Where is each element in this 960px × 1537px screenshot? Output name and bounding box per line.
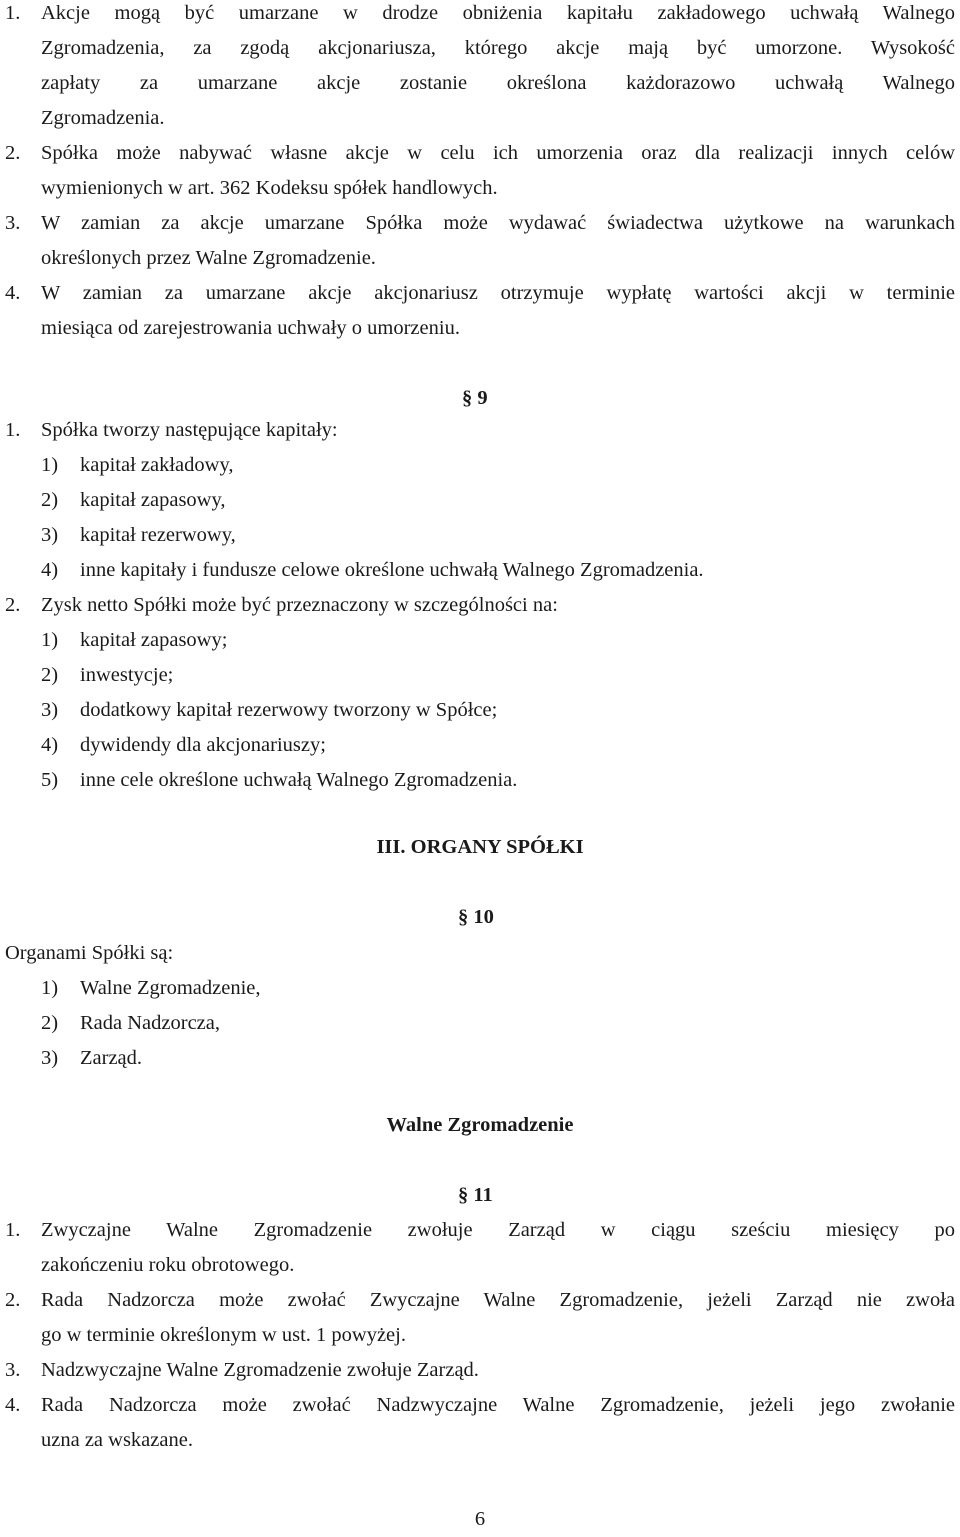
section-heading: § 10 — [458, 906, 494, 928]
list-item: kapitał zapasowy, — [80, 489, 226, 511]
paragraph-number: 2. — [5, 142, 21, 164]
list-item: Walne Zgromadzenie, — [80, 977, 261, 999]
subsection-title: Walne Zgromadzenie — [386, 1114, 574, 1136]
paragraph-number: 1. — [5, 419, 21, 441]
list-item-number: 3) — [41, 524, 59, 546]
paragraph-number: 2. — [5, 594, 21, 616]
list-item: dodatkowy kapitał rezerwowy tworzony w Spółce; — [80, 699, 498, 721]
paragraph-line: zapłaty za umarzane akcje zostanie określona każdorazowo uchwałą Walnego — [41, 72, 955, 94]
list-item: kapitał zapasowy; — [80, 629, 228, 651]
paragraph-line: W zamian za umarzane akcje akcjonariusz otrzymuje wypłatę wartości akcji w terminie — [41, 282, 955, 304]
section-heading: § 9 — [462, 387, 488, 409]
paragraph-number: 1. — [5, 1219, 21, 1241]
paragraph-line: Organami Spółki są: — [5, 942, 174, 964]
paragraph-number: 1. — [5, 2, 21, 24]
list-item: dywidendy dla akcjonariuszy; — [80, 734, 326, 756]
list-item: inne kapitały i fundusze celowe określone uchwałą Walnego Zgromadzenia. — [80, 559, 704, 581]
list-item: Zarząd. — [80, 1047, 143, 1069]
paragraph-number: 4. — [5, 1394, 21, 1416]
paragraph-line: Zysk netto Spółki może być przeznaczony w szczególności na: — [41, 594, 558, 616]
list-item-number: 2) — [41, 489, 59, 511]
list-item-number: 3) — [41, 699, 59, 721]
list-item-number: 1) — [41, 454, 59, 476]
paragraph-line: Rada Nadzorcza może zwołać Nadzwyczajne Walne Zgromadzenie, jeżeli jego zwołanie — [41, 1394, 955, 1416]
list-item: inwestycje; — [80, 664, 174, 686]
paragraph-line: Zgromadzenia, za zgodą akcjonariusza, którego akcje mają być umorzone. Wysokość — [41, 37, 955, 59]
list-item: inne cele określone uchwałą Walnego Zgromadzenia. — [80, 769, 518, 791]
list-item-number: 2) — [41, 1012, 59, 1034]
list-item-number: 4) — [41, 734, 59, 756]
paragraph-line: uzna za wskazane. — [41, 1429, 193, 1451]
page-number: 6 — [474, 1508, 486, 1530]
paragraph-line: Rada Nadzorcza może zwołać Zwyczajne Walne Zgromadzenie, jeżeli Zarząd nie zwoła — [41, 1289, 955, 1311]
paragraph-number: 3. — [5, 1359, 21, 1381]
paragraph-line: Zwyczajne Walne Zgromadzenie zwołuje Zarząd w ciągu sześciu miesięcy po — [41, 1219, 955, 1241]
paragraph-line: zakończeniu roku obrotowego. — [41, 1254, 295, 1276]
list-item-number: 1) — [41, 629, 59, 651]
paragraph-line: W zamian za akcje umarzane Spółka może wydawać świadectwa użytkowe na warunkach — [41, 212, 955, 234]
list-item: kapitał zakładowy, — [80, 454, 234, 476]
paragraph-line: Nadzwyczajne Walne Zgromadzenie zwołuje Zarząd. — [41, 1359, 479, 1381]
chapter-title: III. ORGANY SPÓŁKI — [376, 836, 584, 858]
list-item-number: 1) — [41, 977, 59, 999]
paragraph-line: określonych przez Walne Zgromadzenie. — [41, 247, 376, 269]
paragraph-line: wymienionych w art. 362 Kodeksu spółek handlowych. — [41, 177, 498, 199]
list-item-number: 4) — [41, 559, 59, 581]
list-item: Rada Nadzorcza, — [80, 1012, 220, 1034]
paragraph-number: 4. — [5, 282, 21, 304]
list-item-number: 5) — [41, 769, 59, 791]
paragraph-line: Spółka tworzy następujące kapitały: — [41, 419, 338, 441]
paragraph-line: Spółka może nabywać własne akcje w celu ich umorzenia oraz dla realizacji innych celów — [41, 142, 955, 164]
list-item-number: 3) — [41, 1047, 59, 1069]
paragraph-line: Akcje mogą być umarzane w drodze obniżenia kapitału zakładowego uchwałą Walnego — [41, 2, 955, 24]
paragraph-line: go w terminie określonym w ust. 1 powyżej. — [41, 1324, 406, 1346]
paragraph-number: 3. — [5, 212, 21, 234]
section-heading: § 11 — [458, 1184, 493, 1206]
list-item: kapitał rezerwowy, — [80, 524, 236, 546]
paragraph-number: 2. — [5, 1289, 21, 1311]
paragraph-line: Zgromadzenia. — [41, 107, 165, 129]
paragraph-line: miesiąca od zarejestrowania uchwały o umorzeniu. — [41, 317, 460, 339]
list-item-number: 2) — [41, 664, 59, 686]
